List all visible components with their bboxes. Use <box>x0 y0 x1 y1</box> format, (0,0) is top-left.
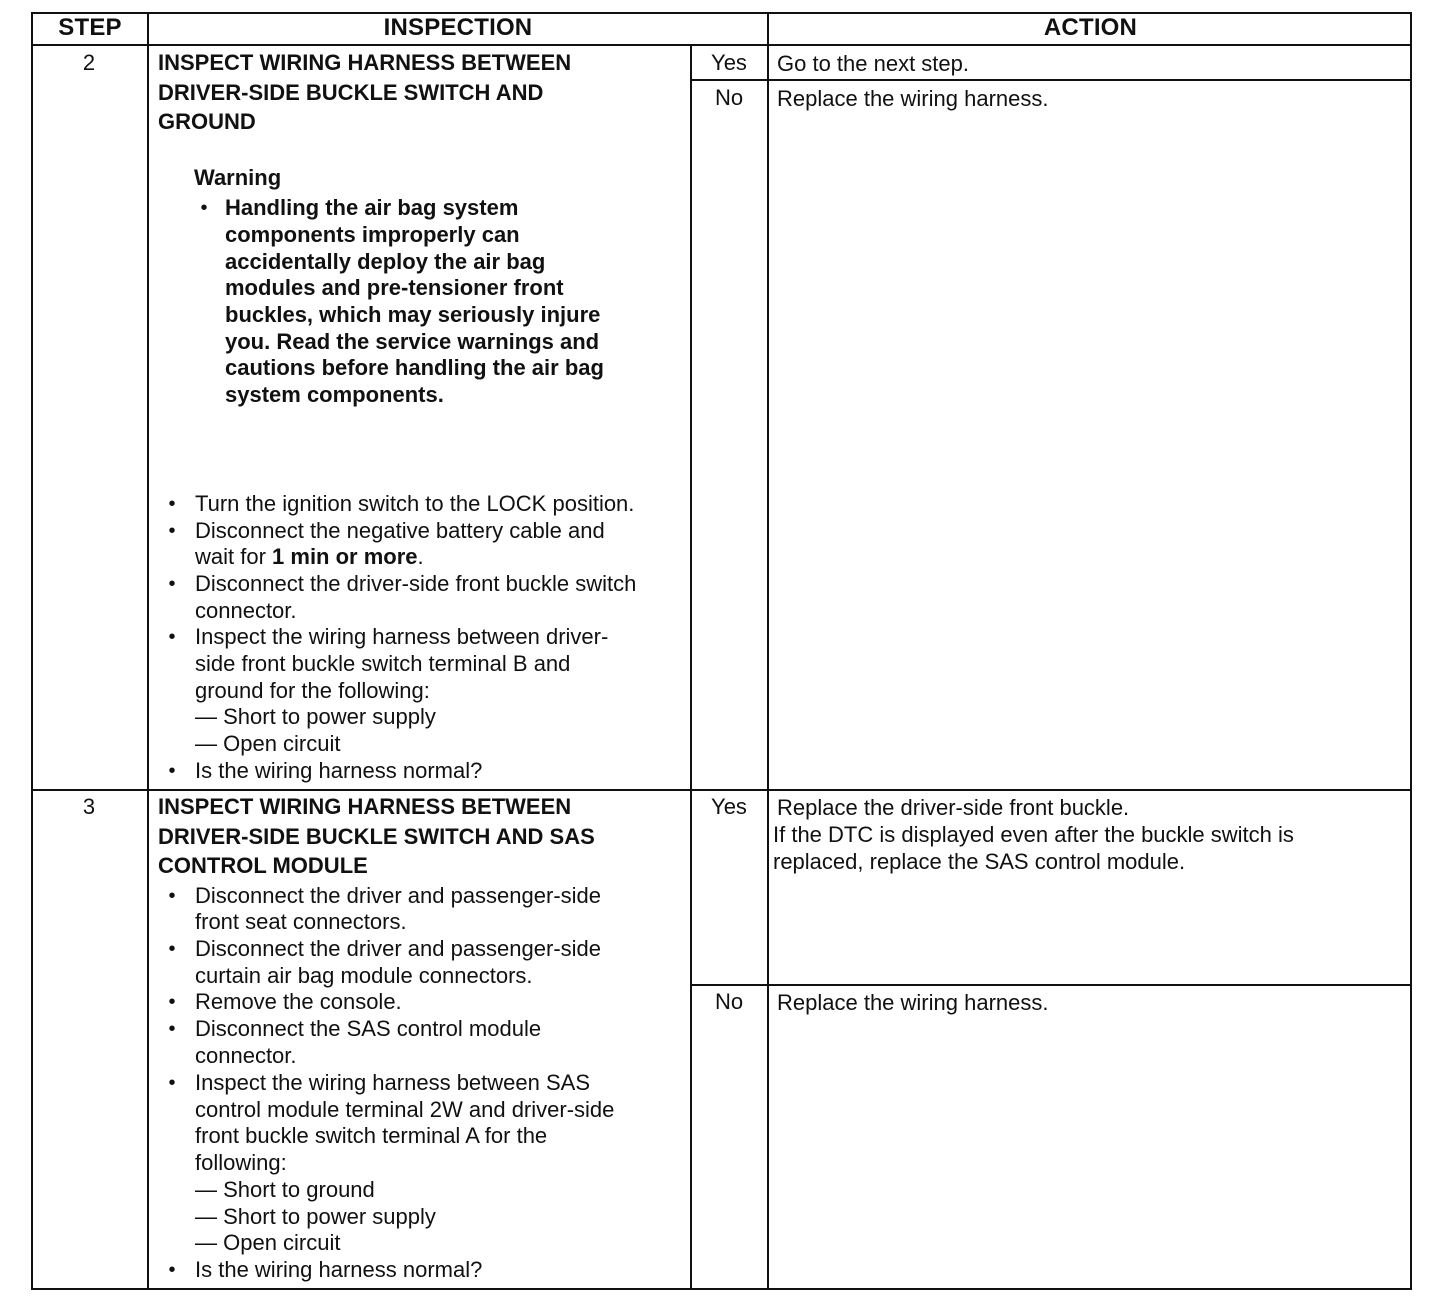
no-action: Replace the wiring harness. <box>777 990 1049 1015</box>
bullet: • <box>168 493 176 515</box>
row-divider <box>31 789 1412 791</box>
yes-label: Yes <box>711 794 747 819</box>
bullet: • <box>168 626 176 648</box>
bullet: • <box>200 197 208 219</box>
yes-label: Yes <box>711 50 747 75</box>
step-number: 3 <box>82 794 96 819</box>
no-action: Replace the wiring harness. <box>777 86 1049 111</box>
yes-no-split-row2 <box>690 79 1412 81</box>
step-number: 2 <box>82 50 96 75</box>
yes-no-split-row3 <box>690 984 1412 986</box>
bullet: • <box>168 1072 176 1094</box>
bullet: • <box>168 760 176 782</box>
header-step: STEP <box>58 14 122 41</box>
yes-no-column-rule <box>690 44 692 1290</box>
header-action: ACTION <box>1043 14 1138 41</box>
bullet: • <box>168 520 176 542</box>
no-label: No <box>714 989 744 1014</box>
header-rule <box>31 44 1412 46</box>
bullet: • <box>168 885 176 907</box>
bullet: • <box>168 1018 176 1040</box>
yes-action: Go to the next step. <box>777 51 970 76</box>
header-inspection: INSPECTION <box>383 14 533 41</box>
bullet: • <box>168 991 176 1013</box>
bullet: • <box>168 1259 176 1281</box>
action-column-rule <box>767 12 769 1290</box>
warning-label: Warning <box>194 165 282 190</box>
step-column-rule <box>147 12 149 1290</box>
bullet: • <box>168 573 176 595</box>
no-label: No <box>714 85 744 110</box>
bullet: • <box>168 938 176 960</box>
